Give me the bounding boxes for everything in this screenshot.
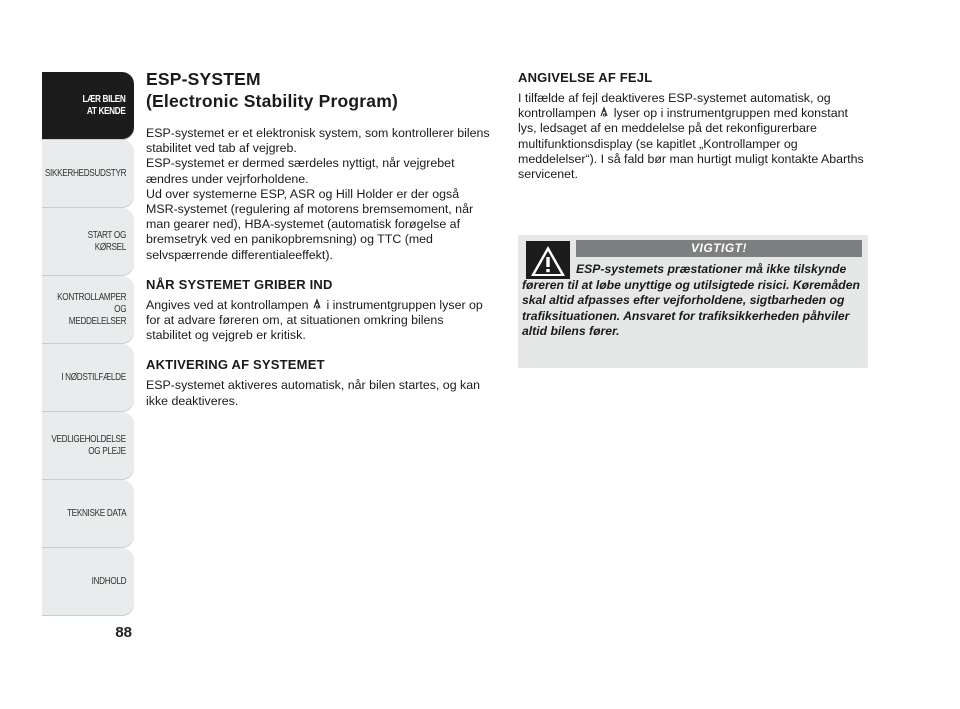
tab-start-og-korsel[interactable] (42, 208, 134, 276)
tab-label: TEKNISKE DATA (66, 508, 126, 519)
title-line-2: (Electronic Stability Program) (146, 91, 399, 111)
left-column (146, 68, 492, 409)
tab-label: SIKKERHEDSUDSTYR (44, 168, 126, 179)
esp-warning-lamp-icon (599, 106, 610, 118)
esp-warning-lamp-icon (312, 298, 323, 310)
warning-text: ESP-systemets præstationer må ikke tilskynde føreren til at løbe unyttige og utilsigtede risici. Køremåden skal altid afpasses efter vejforholdene, sigtbarheden og trafiksituationen. Ansvaret for trafiksikkerheden påhviler altid bilens fører. (522, 262, 860, 339)
tab-indhold[interactable] (42, 548, 134, 616)
section-heading-intervention: NÅR SYSTEMET GRIBER IND (146, 276, 333, 292)
warning-box (518, 235, 868, 368)
text-part: lyser op i instrumentgruppen med konstant lys, ledsaget af en meddelelse på det rekonfigurerbare multifunktionsdisplay (se kapitlet „Kontrollamper og meddelelser“). I så fald bør man hurtigt muligt kontakte Abarths servicenet. (518, 106, 864, 182)
tab-nodstilfaelde[interactable] (42, 344, 134, 412)
tab-vedligeholdelse[interactable] (42, 412, 134, 480)
text-part: Angives ved at kontrollampen (146, 297, 309, 312)
section-heading-fault: ANGIVELSE AF FEJL (518, 70, 653, 85)
section-heading-activation: AKTIVERING AF SYSTEMET (146, 357, 325, 373)
text-part: i instrumentgruppen lyser op for at advare føreren om, at situationen omkring bilens stabilitet og vejgreb er kritisk. (146, 297, 483, 343)
warning-label: VIGTIGT! (576, 240, 862, 257)
tab-tekniske-data[interactable] (42, 480, 134, 548)
tab-label: VEDLIGEHOLDELSE OG PLEJE (51, 434, 126, 457)
page-title (146, 68, 492, 112)
tab-label: KONTROLLAMPER OG MEDDELELSER (56, 292, 126, 327)
chapter-tabs (42, 72, 134, 616)
tab-label: I NØDSTILFÆLDE (61, 372, 126, 383)
tab-kontrollamper[interactable] (42, 276, 134, 344)
right-column (518, 70, 868, 182)
tab-sikkerhedsudstyr[interactable] (42, 140, 134, 208)
tab-label: START OG KØRSEL (87, 230, 126, 253)
text-part: I tilfælde af fejl deaktiveres ESP-systemet automatisk, og kontrollampen (518, 91, 831, 121)
page-number: 88 (115, 624, 132, 641)
section-text-activation: ESP-systemet aktiveres automatisk, når bilen startes, og kan ikke deaktiveres. (146, 378, 481, 408)
section-text-fault (518, 91, 868, 182)
tab-laer-bilen[interactable] (42, 72, 134, 140)
tab-label: INDHOLD (91, 576, 126, 587)
section-text-intervention (146, 298, 492, 344)
title-line-1: ESP-SYSTEM (146, 69, 261, 89)
tab-label: LÆR BILEN AT KENDE (82, 94, 126, 117)
intro-paragraph: ESP-systemet er et elektronisk system, som kontrollerer bilens stabilitet ved tab af vejgreb. ESP-systemet er dermed særdeles nyttigt, når vejgrebet ændres under vejrforholdene. Ud over systemerne ESP, ASR og Hill Holder er der også MSR-systemet (regulering af motorens bremsemoment, når man gearer ned), HBA-systemet (automatisk forøgelse af bremsetryk ved en panikopbremsning) og TTC (med selvspærrende differentialeeffekt). (146, 126, 490, 262)
